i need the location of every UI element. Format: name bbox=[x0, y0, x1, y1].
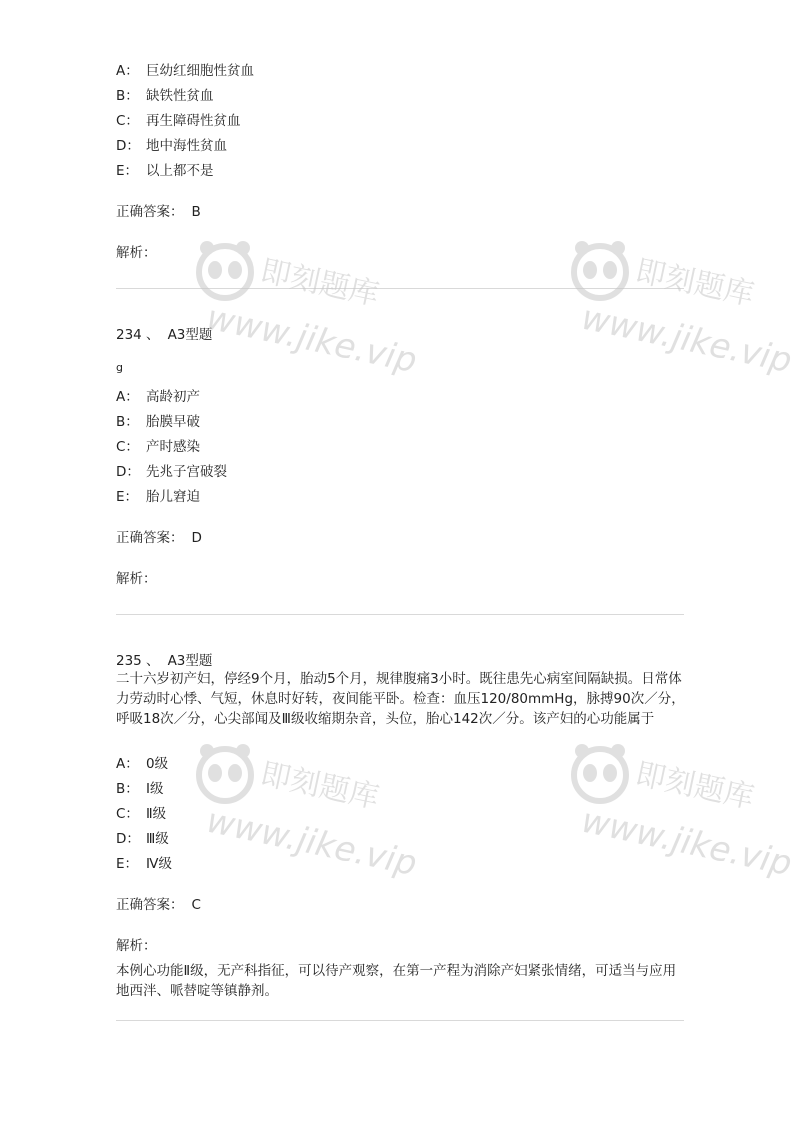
question-divider bbox=[116, 614, 684, 615]
watermark-graphic bbox=[570, 232, 810, 382]
question-type: A3型题 bbox=[167, 327, 213, 343]
watermark-clipped bbox=[560, 735, 796, 895]
watermark bbox=[195, 735, 435, 885]
q234-option-c: C： 产时感染 bbox=[116, 439, 200, 455]
q235-answer bbox=[116, 896, 201, 914]
q234-header bbox=[116, 326, 212, 344]
question-number: 235 、 bbox=[116, 653, 160, 669]
q235-analysis-label: 解析： bbox=[116, 938, 157, 954]
answer-label: 正确答案： bbox=[116, 530, 184, 546]
watermark-url: www.jike.vip bbox=[578, 800, 796, 885]
q235-option-c: C： Ⅱ级 bbox=[116, 806, 167, 822]
q233-analysis-label: 解析： bbox=[116, 245, 157, 261]
q235-analysis-text: 本例心功能Ⅱ级，无产科指征，可以待产观察，在第一产程为消除产妇紧张情绪，可适当与应用地西泮、哌替啶等镇静剂。 bbox=[116, 963, 677, 999]
q233-option-e: E： 以上都不是 bbox=[116, 163, 214, 179]
q234-analysis-label: 解析： bbox=[116, 571, 157, 587]
q233-option-d: D： 地中海性贫血 bbox=[116, 138, 227, 154]
q233-option-c: C： 再生障碍性贫血 bbox=[116, 113, 241, 129]
q235-stem: 二十六岁初产妇，停经9个月，胎动5个月，规律腹痛3小时。既往患先心病室间隔缺损。日常体力劳动时心悸、气短，休息时好转，夜间能平卧。检查：血压120/80mmHg，脉搏90次／分，呼吸18次／分，心尖部闻及Ⅲ级收缩期杂音，头位，胎心142次／分。该产妇的心功能属于 bbox=[116, 671, 685, 727]
watermark-graphic bbox=[195, 735, 435, 885]
q235-option-b: B： Ⅰ级 bbox=[116, 781, 164, 797]
q233-option-a: A： 巨幼红细胞性贫血 bbox=[116, 63, 254, 79]
watermark-clipped bbox=[560, 232, 796, 392]
q233-answer bbox=[116, 203, 201, 221]
watermark-brand: 即刻题库 bbox=[257, 756, 382, 816]
watermark bbox=[195, 232, 435, 382]
watermark-url: www.jike.vip bbox=[578, 297, 796, 382]
answer-label: 正确答案： bbox=[116, 897, 184, 913]
watermark-graphic bbox=[195, 232, 435, 382]
answer-value: B bbox=[191, 204, 201, 220]
q234-stem: g bbox=[116, 361, 123, 374]
question-number: 234 、 bbox=[116, 327, 160, 343]
answer-label: 正确答案： bbox=[116, 204, 184, 220]
q234-option-b: B： 胎膜早破 bbox=[116, 414, 200, 430]
watermark-brand: 即刻题库 bbox=[257, 253, 382, 313]
watermark-url: www.jike.vip bbox=[203, 297, 421, 382]
answer-value: C bbox=[191, 897, 201, 913]
q234-option-e: E： 胎儿窘迫 bbox=[116, 489, 200, 505]
question-divider bbox=[116, 1020, 684, 1021]
q235-option-e: E： Ⅳ级 bbox=[116, 856, 172, 872]
watermark-brand: 即刻题库 bbox=[632, 756, 757, 816]
q235-header bbox=[116, 652, 212, 670]
q234-option-d: D： 先兆子宫破裂 bbox=[116, 464, 227, 480]
q234-answer bbox=[116, 529, 202, 547]
watermark-url: www.jike.vip bbox=[203, 800, 421, 885]
q234-option-a: A： 高龄初产 bbox=[116, 389, 200, 405]
q235-option-d: D： Ⅲ级 bbox=[116, 831, 169, 847]
question-type: A3型题 bbox=[167, 653, 213, 669]
answer-value: D bbox=[191, 530, 202, 546]
q233-option-b: B： 缺铁性贫血 bbox=[116, 88, 214, 104]
watermark-graphic bbox=[570, 735, 810, 885]
q235-option-a: A： 0级 bbox=[116, 756, 169, 772]
watermark-brand: 即刻题库 bbox=[632, 253, 757, 313]
